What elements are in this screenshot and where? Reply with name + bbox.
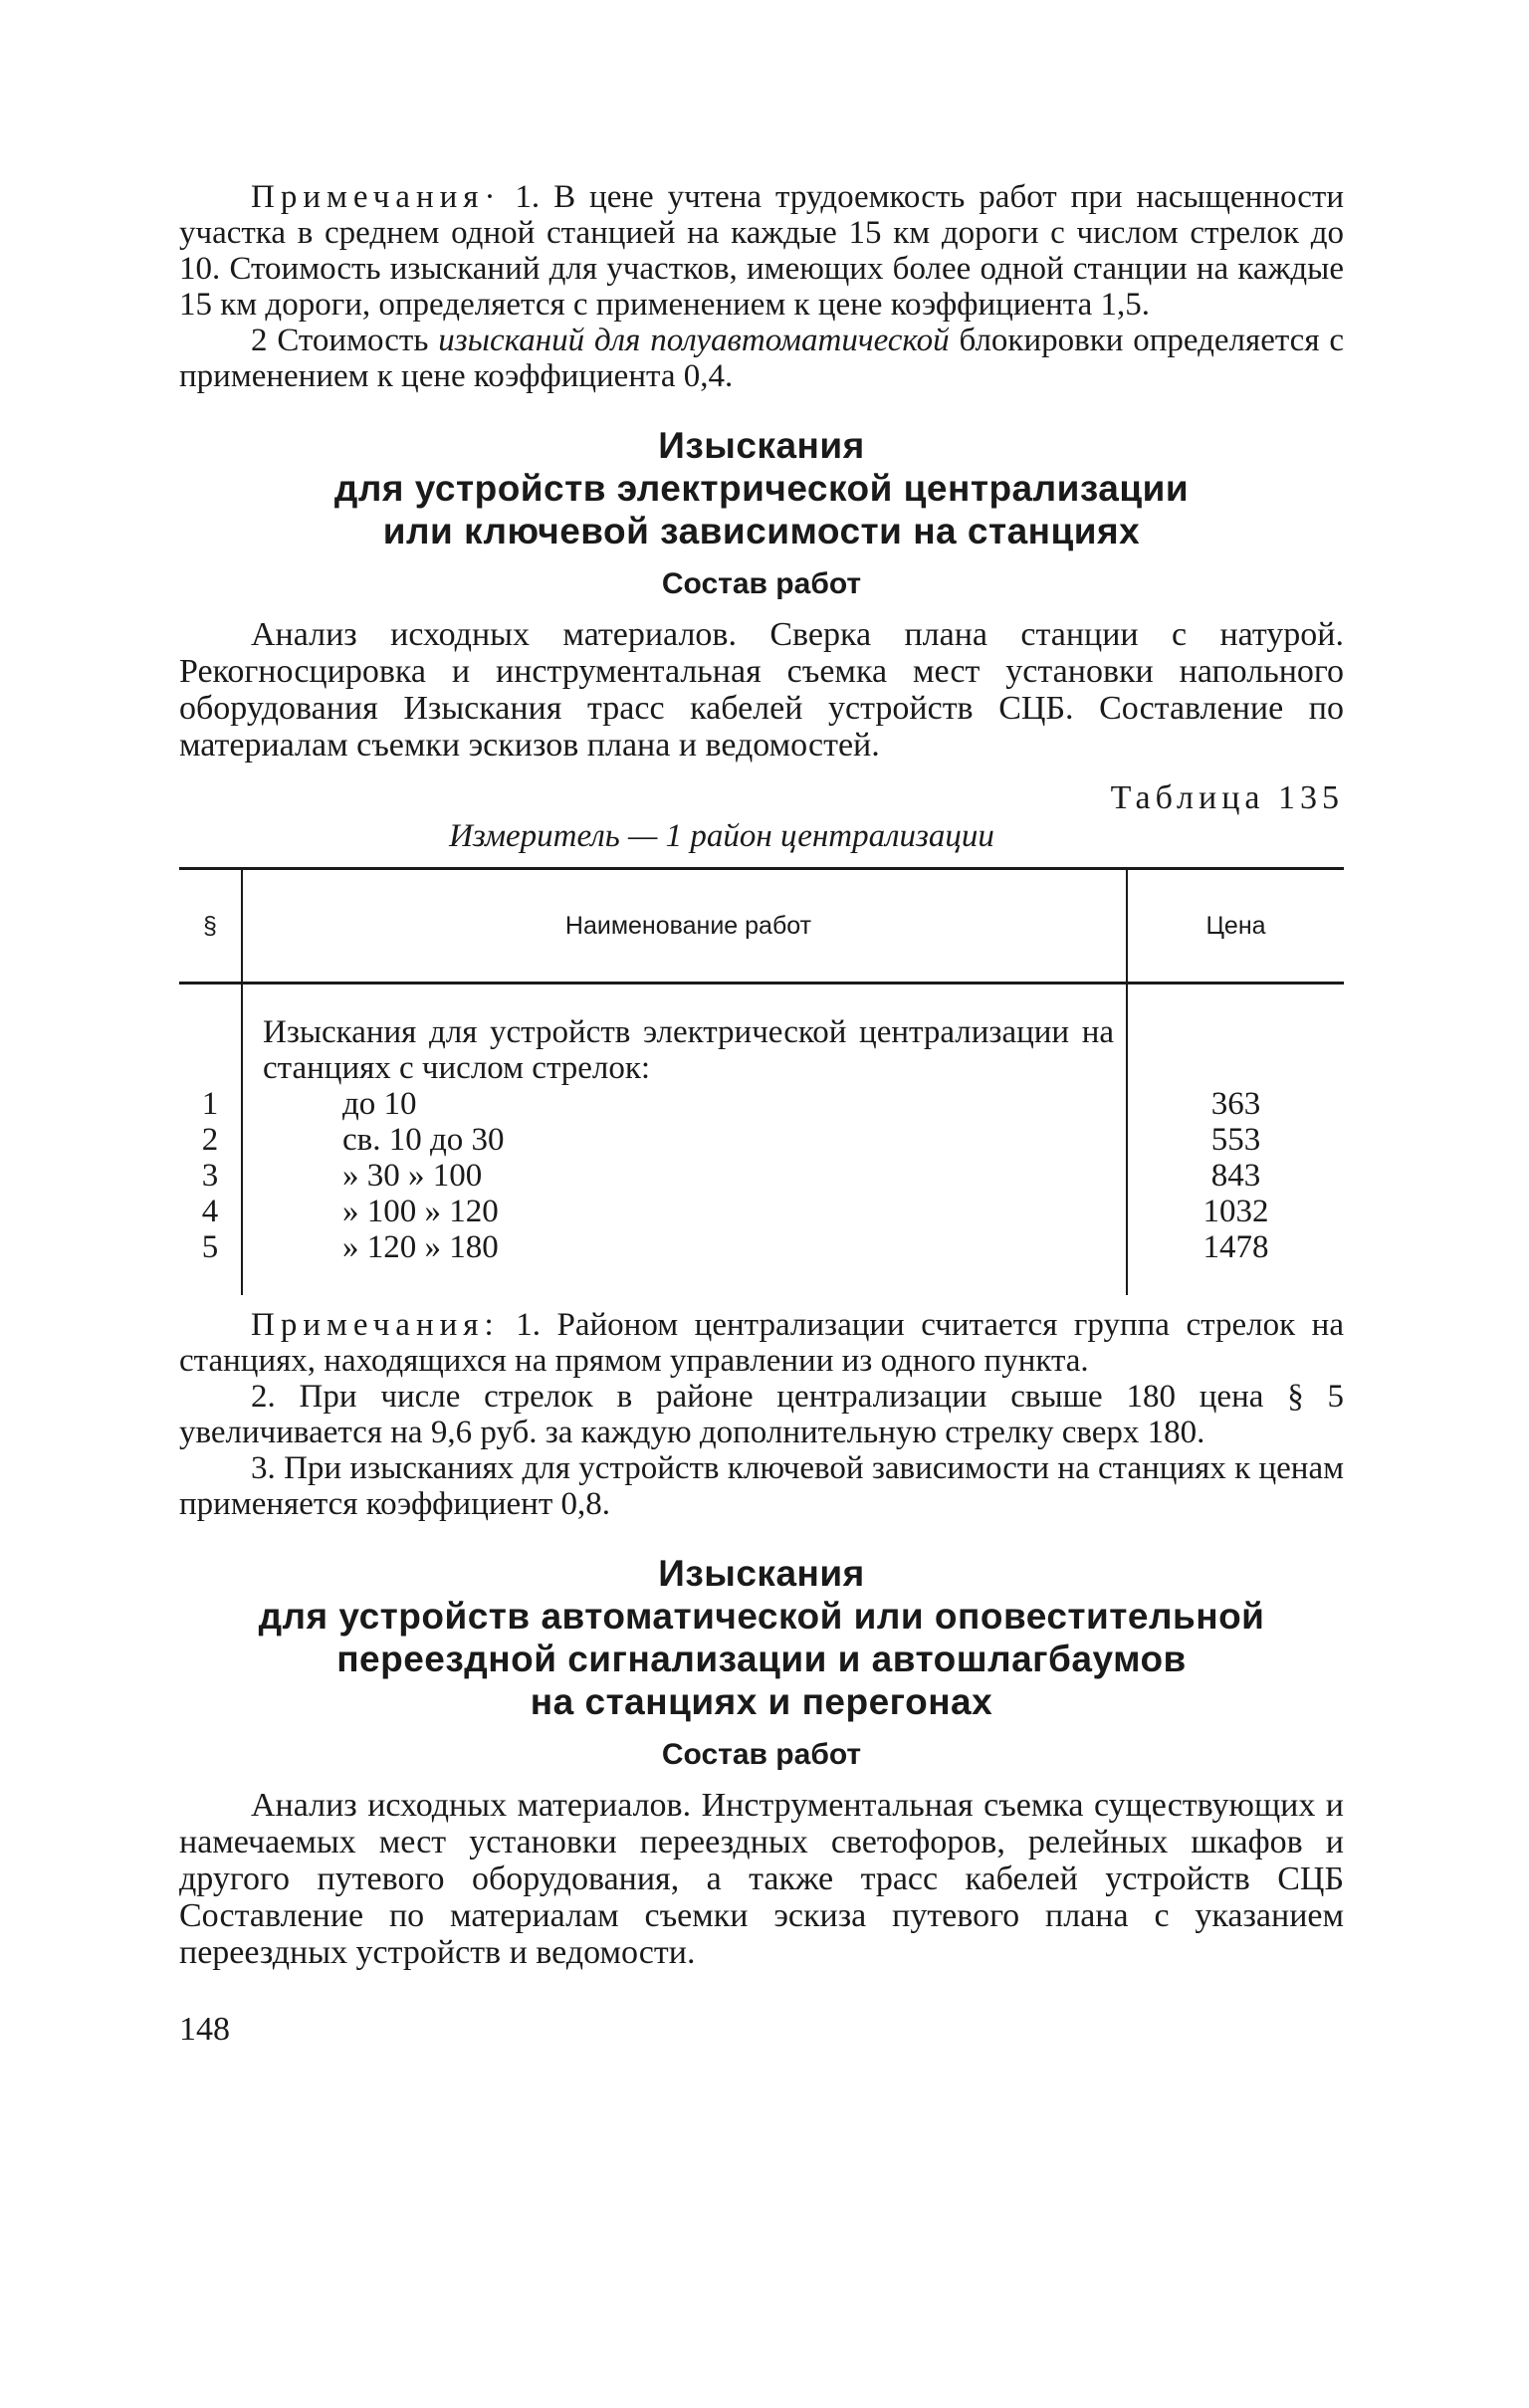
intro-note-label: Примечания· bbox=[251, 179, 502, 215]
intro-note-2-italic: изысканий для полуавтоматической bbox=[438, 323, 950, 358]
section2-title-line-2: для устройств автоматической или оповестительной bbox=[258, 1596, 1265, 1637]
table-caption: Таблица 135 bbox=[1110, 779, 1344, 816]
row-num: 5 bbox=[201, 1229, 219, 1265]
header-price: Цена bbox=[1205, 911, 1266, 940]
row-price: 363 bbox=[1210, 1086, 1261, 1122]
table-note-2: 2. При числе стрелок в районе централизации свыше 180 цена § 5 увеличивается на 9,6 руб. за каждую дополнительную стрелку сверх 180. bbox=[179, 1379, 1344, 1450]
row-name: св. 10 до 30 bbox=[342, 1122, 505, 1158]
row-price: 1478 bbox=[1202, 1229, 1269, 1265]
row-price: 553 bbox=[1210, 1122, 1261, 1158]
row-name: » 120 » 180 bbox=[342, 1229, 499, 1265]
row-names bbox=[242, 984, 1127, 1296]
row-num: 3 bbox=[201, 1158, 219, 1194]
document-page bbox=[179, 179, 1344, 2049]
table-measure: Измеритель — 1 район централизации bbox=[449, 818, 994, 854]
section2-subtitle: Состав работ bbox=[661, 1738, 862, 1771]
row-num: 2 bbox=[201, 1122, 219, 1158]
row-name: до 10 bbox=[342, 1086, 417, 1122]
intro-note-2-start: 2 Стоимость bbox=[251, 323, 429, 358]
section2-title-line-3: переездной сигнализации и автошлагбаумов bbox=[336, 1639, 1187, 1679]
section1-title-line-1: Изыскания bbox=[658, 425, 865, 466]
intro-notes bbox=[179, 179, 1344, 394]
row-num: 4 bbox=[201, 1194, 219, 1229]
row-prices bbox=[1127, 984, 1344, 1296]
table-notes bbox=[179, 1307, 1344, 1522]
section2-title-line-1: Изыскания bbox=[658, 1553, 865, 1594]
row-name: » 30 » 100 bbox=[342, 1158, 483, 1194]
header-paragraph: § bbox=[179, 869, 242, 984]
intro-note-1-text: 1. В цене учтена трудоемкость работ при насыщенности участка в среднем одной станцией на каждые 15 км дороги с числом стрелок до 10. Стоимость изысканий для участков, имеющих более одной станции на каждые 15 км дороги, определяется с применением к цене коэффициента 1,5. bbox=[179, 179, 1344, 323]
section2-title-line-4: на станциях и перегонах bbox=[530, 1681, 993, 1722]
table-note-1-text: 1. Районом централизации считается группа стрелок на станциях, находящихся на прямом управлении из одного пункта. bbox=[179, 1307, 1344, 1379]
intro-note-1 bbox=[179, 179, 1344, 323]
section1-title-line-2: для устройств электрической централизации bbox=[333, 468, 1190, 509]
price-table bbox=[179, 867, 1344, 1295]
intro-note-2 bbox=[179, 323, 1344, 394]
group-title: Изыскания для устройств электрической централизации на станциях с числом стрелок: bbox=[263, 1014, 1114, 1086]
table-note-1 bbox=[179, 1307, 1344, 1379]
table-note-3: 3. При изысканиях для устройств ключевой зависимости на станциях к ценам применяется коэффициент 0,8. bbox=[179, 1450, 1344, 1522]
intro-note-2-end: блокировки определяется с применением к цене коэффициента 0,4. bbox=[179, 323, 1345, 394]
table-body-row bbox=[179, 984, 1344, 1296]
section1-subtitle: Состав работ bbox=[661, 567, 862, 600]
page-number: 148 bbox=[179, 2011, 230, 2048]
row-price: 843 bbox=[1210, 1158, 1261, 1194]
section2-text: Анализ исходных материалов. Инструментальная съемка существующих и намечаемых мест установки переездных светофоров, релейных шкафов и другого путевого оборудования, а также трасс кабелей устройств СЦБ Составление по материалам съемки эскиза путевого плана с указанием переездных устройств и ведомости. bbox=[179, 1787, 1344, 1971]
table-header-row bbox=[179, 869, 1344, 984]
row-name: » 100 » 120 bbox=[342, 1194, 499, 1229]
table-notes-label: Примечания: bbox=[251, 1307, 500, 1343]
row-num: 1 bbox=[201, 1086, 219, 1122]
section1-text: Анализ исходных материалов. Сверка плана станции с натурой. Рекогносцировка и инструментальная съемка мест установки напольного оборудования Изыскания трасс кабелей устройств СЦБ. Составление по материалам съемки эскизов плана и ведомостей. bbox=[179, 616, 1344, 764]
row-price: 1032 bbox=[1202, 1194, 1269, 1229]
row-numbers bbox=[179, 984, 242, 1296]
section1-title-line-3: или ключевой зависимости на станциях bbox=[382, 511, 1141, 551]
header-work-name: Наименование работ bbox=[242, 869, 1127, 984]
